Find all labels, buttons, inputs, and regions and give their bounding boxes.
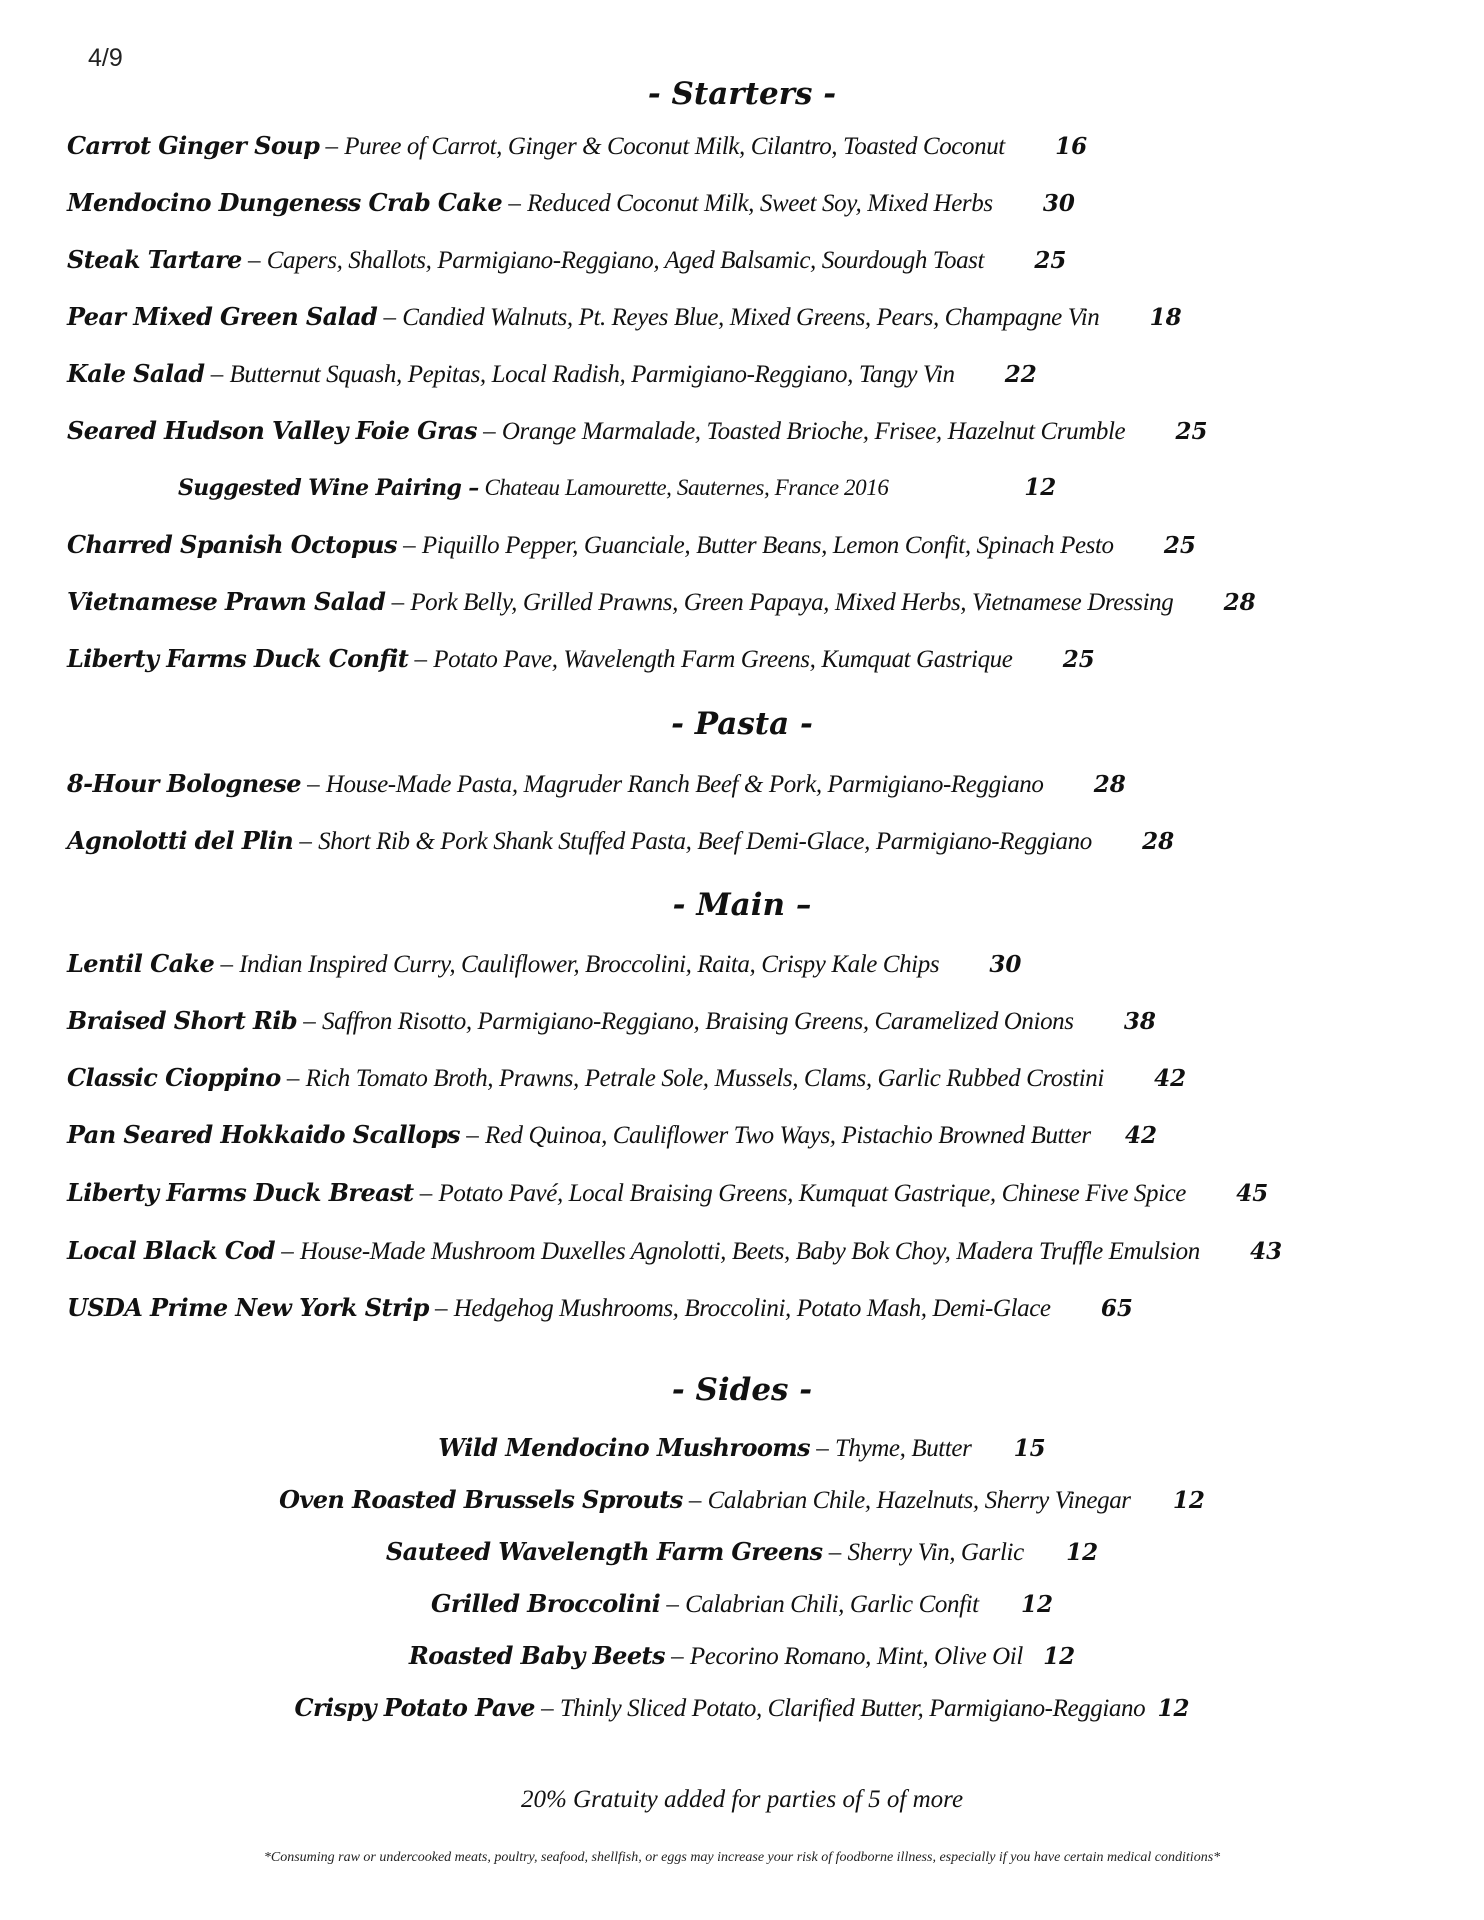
menu-item — [67, 130, 1087, 163]
item-name: 8-Hour Bolognese — [67, 769, 301, 798]
item-price: 12 — [1020, 1591, 1053, 1618]
item-description: Candied Walnuts, Pt. Reyes Blue, Mixed Greens, Pears, Champagne Vin — [402, 304, 1100, 331]
separator: – — [414, 646, 427, 673]
item-description: Short Rib & Pork Shank Stuffed Pasta, Beef Demi-Glace, Parmigiano-Reggiano — [318, 828, 1092, 855]
item-price: 30 — [989, 951, 1022, 978]
item-description: Capers, Shallots, Parmigiano-Reggiano, Aged Balsamic, Sourdough Toast — [266, 247, 985, 274]
menu-item — [67, 1235, 1282, 1268]
menu-item — [67, 643, 1095, 676]
item-name: Vietnamese Prawn Salad — [67, 587, 386, 616]
item-description: Hedgehog Mushrooms, Broccolini, Potato Mash, Demi-Glace — [453, 1295, 1051, 1322]
item-description: Reduced Coconut Milk, Sweet Soy, Mixed Herbs — [527, 190, 993, 217]
item-name: Liberty Farms Duck Breast — [67, 1178, 414, 1207]
item-description: Potato Pavé, Local Braising Greens, Kumquat Gastrique, Chinese Five Spice — [438, 1180, 1187, 1207]
menu-item — [67, 1005, 1156, 1038]
item-description: Orange Marmalade, Toasted Brioche, Frisee, Hazelnut Crumble — [501, 418, 1126, 445]
menu-item — [67, 1177, 1268, 1210]
item-name: Lentil Cake — [67, 949, 215, 978]
item-description: Piquillo Pepper, Guanciale, Butter Beans, Lemon Confit, Spinach Pesto — [421, 532, 1114, 559]
separator: – — [210, 361, 224, 388]
item-price: 12 — [1024, 474, 1057, 501]
menu-item — [67, 825, 1174, 858]
item-price: 45 — [1236, 1180, 1269, 1207]
separator: – — [541, 1695, 554, 1722]
menu-item — [67, 1062, 1186, 1095]
separator: – — [483, 418, 496, 445]
separator: – — [828, 1539, 842, 1566]
separator: – — [303, 1008, 316, 1035]
item-price: 43 — [1250, 1238, 1283, 1265]
item-price: 12 — [1157, 1695, 1190, 1722]
item-name: Local Black Cod — [67, 1236, 275, 1265]
item-name: Grilled Broccolini — [431, 1589, 661, 1618]
item-price: 18 — [1149, 304, 1182, 331]
item-description: Pecorino Romano, Mint, Olive Oil — [689, 1643, 1023, 1670]
separator: – — [466, 1122, 479, 1149]
item-name: Charred Spanish Octopus — [67, 530, 397, 559]
item-name: Liberty Farms Duck Confit — [67, 644, 409, 673]
menu-item — [67, 529, 1196, 562]
item-description: Saffron Risotto, Parmigiano-Reggiano, Braising Greens, Caramelized Onions — [322, 1008, 1074, 1035]
item-name: Agnolotti del Plin — [67, 826, 294, 855]
item-description: Calabrian Chile, Hazelnuts, Sherry Vinegar — [707, 1487, 1131, 1514]
item-price: 42 — [1124, 1122, 1157, 1149]
item-name: Sauteed Wavelength Farm Greens — [385, 1537, 823, 1566]
separator: – — [307, 771, 320, 798]
separator: – — [299, 828, 312, 855]
item-price: 25 — [1175, 418, 1208, 445]
item-price: 65 — [1100, 1295, 1133, 1322]
item-price: 12 — [1043, 1643, 1076, 1670]
item-name: Pan Seared Hokkaido Scallops — [67, 1120, 460, 1149]
item-price: 38 — [1123, 1008, 1156, 1035]
separator: – — [688, 1487, 702, 1514]
separator: – — [383, 304, 396, 331]
item-description: Rich Tomato Broth, Prawns, Petrale Sole, Mussels, Clams, Garlic Rubbed Crostini — [305, 1065, 1104, 1092]
separator: – — [220, 951, 233, 978]
item-price: 28 — [1142, 828, 1175, 855]
item-name: Classic Cioppino — [67, 1063, 281, 1092]
item-description: Red Quinoa, Cauliflower Two Ways, Pistachio Browned Butter — [484, 1122, 1091, 1149]
item-description: Indian Inspired Curry, Cauliflower, Broccolini, Raita, Crispy Kale Chips — [239, 951, 940, 978]
food-safety-disclaimer: *Consuming raw or undercooked meats, poultry, seafood, shellfish, or eggs may increase your risk of foodborne illness, especially if you have certain medical conditions* — [263, 1850, 1221, 1865]
item-description: Butternut Squash, Pepitas, Local Radish, Parmigiano-Reggiano, Tangy Vin — [229, 361, 955, 388]
item-description: House-Made Pasta, Magruder Ranch Beef & Pork, Parmigiano-Reggiano — [325, 771, 1044, 798]
item-price: 25 — [1034, 247, 1067, 274]
menu-item — [0, 1692, 1484, 1725]
item-price: 16 — [1055, 133, 1088, 160]
item-price: 22 — [1004, 361, 1037, 388]
menu-item — [67, 358, 1037, 391]
item-name: Suggested Wine Pairing – — [178, 475, 479, 501]
item-name: Pear Mixed Green Salad — [67, 302, 378, 331]
item-name: USDA Prime New York Strip — [67, 1293, 429, 1322]
menu-item — [67, 1119, 1157, 1152]
separator: – — [435, 1295, 448, 1322]
item-name: Seared Hudson Valley Foie Gras — [67, 416, 477, 445]
item-price: 28 — [1223, 589, 1256, 616]
starters-heading: - Starters - — [647, 76, 837, 112]
item-price: 12 — [1172, 1487, 1205, 1514]
item-price: 12 — [1066, 1539, 1099, 1566]
item-description: Sherry Vin, Garlic — [847, 1539, 1024, 1566]
gratuity-note: 20% Gratuity added for parties of 5 of more — [520, 1786, 964, 1813]
item-name: Wild Mendocino Mushrooms — [438, 1433, 810, 1462]
item-description: Thinly Sliced Potato, Clarified Butter, Parmigiano-Reggiano — [559, 1695, 1146, 1722]
item-name: Braised Short Rib — [67, 1006, 298, 1035]
separator: – — [419, 1180, 433, 1207]
separator: – — [816, 1435, 829, 1462]
item-name: Mendocino Dungeness Crab Cake — [67, 188, 503, 217]
separator: – — [286, 1065, 300, 1092]
separator: – — [391, 589, 405, 616]
separator: – — [671, 1643, 684, 1670]
item-name: Steak Tartare — [67, 245, 242, 274]
item-name: Oven Roasted Brussels Sprouts — [279, 1485, 683, 1514]
item-price: 15 — [1013, 1435, 1046, 1462]
separator: – — [325, 133, 339, 160]
pasta-heading: - Pasta - — [671, 706, 813, 742]
menu-item — [67, 768, 1126, 801]
item-price: 30 — [1042, 190, 1075, 217]
item-price: 42 — [1154, 1065, 1187, 1092]
menu-item — [67, 586, 1256, 619]
item-description: Chateau Lamourette, Sauternes, France 2016 — [484, 475, 889, 500]
item-name: Carrot Ginger Soup — [67, 131, 320, 160]
separator: – — [247, 247, 261, 274]
item-price: 25 — [1062, 646, 1095, 673]
menu-item — [67, 301, 1182, 334]
separator: – — [281, 1238, 294, 1265]
page-number: 4/9 — [88, 44, 123, 72]
separator: – — [666, 1591, 679, 1618]
item-name: Roasted Baby Beets — [408, 1641, 665, 1670]
item-description: Calabrian Chili, Garlic Confit — [685, 1591, 979, 1618]
menu-item — [67, 948, 1021, 981]
item-description: Potato Pave, Wavelength Farm Greens, Kumquat Gastrique — [433, 646, 1013, 673]
item-description: Pork Belly, Grilled Prawns, Green Papaya, Mixed Herbs, Vietnamese Dressing — [410, 589, 1174, 616]
menu-item — [67, 244, 1066, 277]
menu-item — [67, 415, 1208, 448]
main-heading: - Main – — [672, 887, 812, 923]
menu-item — [67, 187, 1075, 220]
item-description: House-Made Mushroom Duxelles Agnolotti, Beets, Baby Bok Choy, Madera Truffle Emulsion — [299, 1238, 1200, 1265]
menu-item — [0, 1588, 1484, 1621]
sides-heading: - Sides - — [671, 1372, 813, 1408]
item-price: 25 — [1163, 532, 1196, 559]
menu-item — [0, 1640, 1484, 1673]
menu-item — [67, 1292, 1133, 1325]
item-price: 28 — [1093, 771, 1126, 798]
item-name: Kale Salad — [67, 359, 205, 388]
menu-item — [0, 1432, 1484, 1465]
menu-item — [0, 1536, 1484, 1569]
item-description: Puree of Carrot, Ginger & Coconut Milk, Cilantro, Toasted Coconut — [344, 133, 1005, 160]
menu-item — [0, 1484, 1484, 1517]
separator: – — [508, 190, 521, 217]
separator: – — [403, 532, 416, 559]
wine-pairing — [178, 472, 1056, 504]
item-description: Thyme, Butter — [834, 1435, 972, 1462]
item-name: Crispy Potato Pave — [294, 1693, 535, 1722]
